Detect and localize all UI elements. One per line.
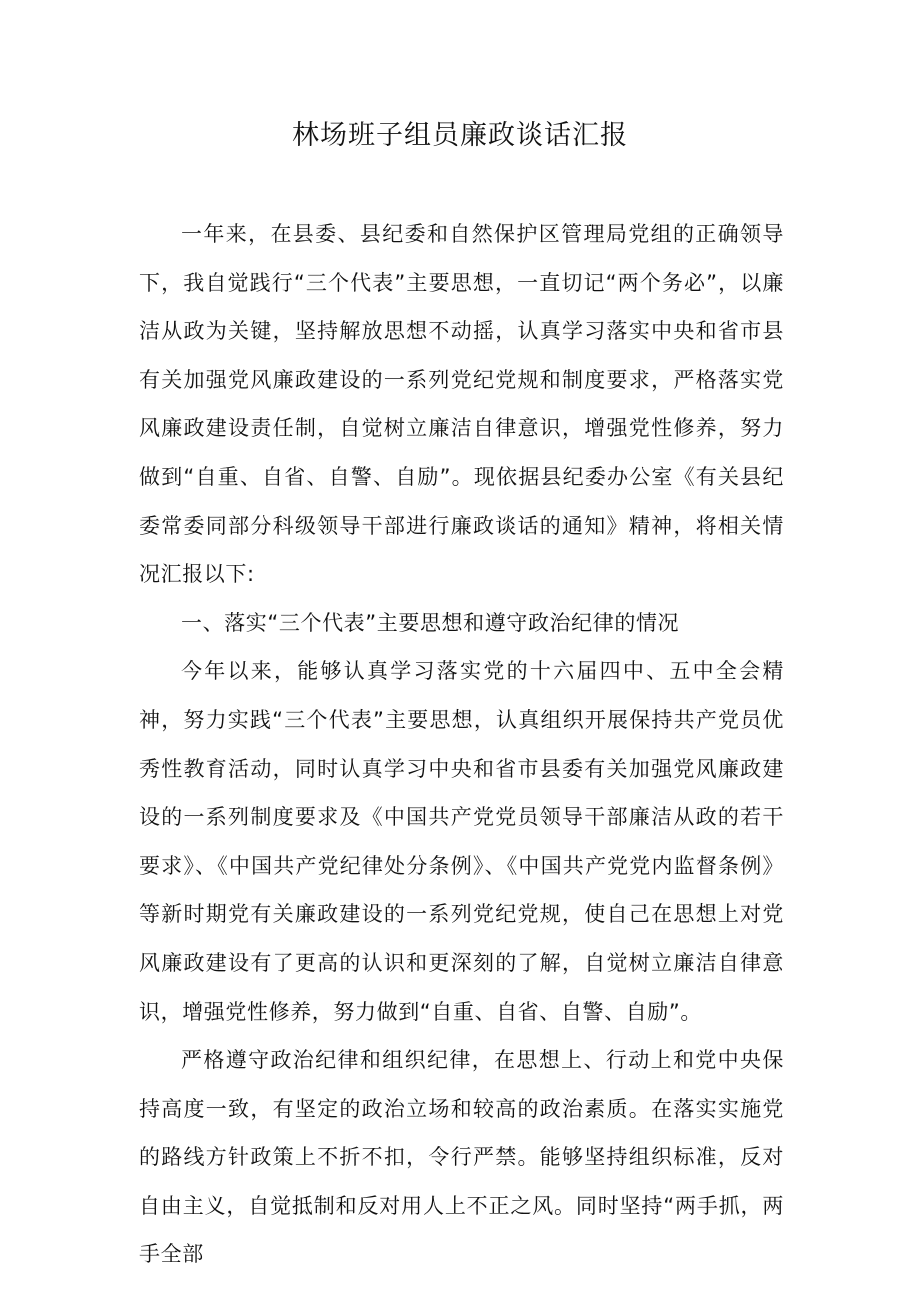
document-title: 林场班子组员廉政谈话汇报 (292, 120, 628, 151)
document-body (139, 210, 784, 1279)
paragraph-intro: 一年来，在县委、县纪委和自然保护区管理局党组的正确领导下，我自觉践行“三个代表”主要思想，一直切记“两个务必”，以廉洁从政为关键，坚持解放思想不动摇，认真学习落实中央和省市县有关加强党风廉政建设的一系列党纪党规和制度要求，严格落实党风廉政建设责任制，自觉树立廉洁自律意识，增强党性修养，努力做到“自重、自省、自警、自励”。现依据县纪委办公室《有关县纪委常委同部分科级领导干部进行廉政谈话的通知》精神，将相关情况汇报以下: (139, 222, 784, 587)
paragraph-discipline: 严格遵守政治纪律和组织纪律，在思想上、行动上和党中央保持高度一致，有坚定的政治立场和较高的政治素质。在落实实施党的路线方针政策上不折不扣，令行严禁。能够坚持组织标准，反对自由主义，自觉抵制和反对用人上不正之风。同时坚持“两手抓，两手全部 (139, 1048, 784, 1267)
section-heading-1: 一、落实“三个代表”主要思想和遵守政治纪律的情况 (181, 610, 680, 635)
paragraph-study: 今年以来，能够认真学习落实党的十六届四中、五中全会精神，努力实践“三个代表”主要思想，认真组织开展保持共产党员优秀性教育活动，同时认真学习中央和省市县委有关加强党风廉政建设的一系列制度要求及《中国共产党党员领导干部廉洁从政的若干要求》、《中国共产党纪律处分条例》、《中国共产党党内监督条例》等新时期党有关廉政建设的一系列党纪党规，使自己在思想上对党风廉政建设有了更高的认识和更深刻的了解，自觉树立廉洁自律意识，增强党性修养，努力做到“自重、自省、自警、自励”。 (139, 659, 784, 1024)
